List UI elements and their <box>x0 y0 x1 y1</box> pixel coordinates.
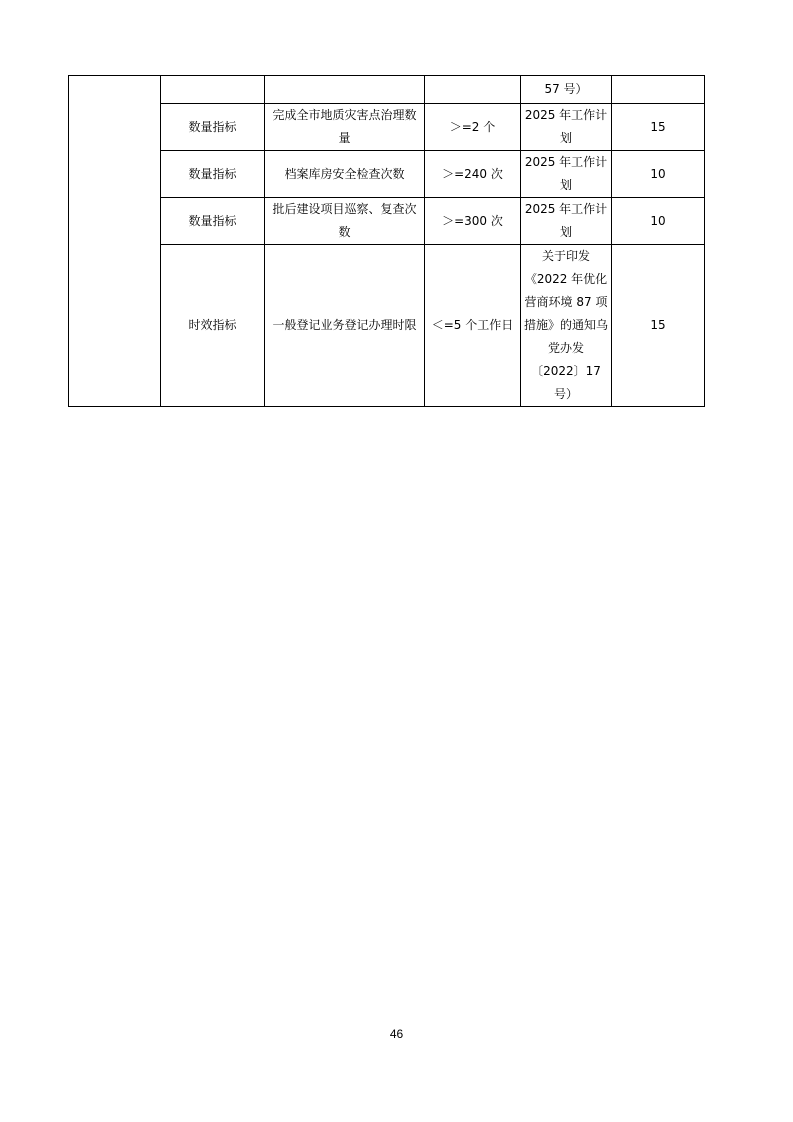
source-cell: 2025 年工作计划 <box>521 104 612 151</box>
indicator-cell: 一般登记业务登记办理时限 <box>265 245 425 407</box>
table-row <box>69 76 705 104</box>
score-cell: 10 <box>612 198 705 245</box>
table-row <box>69 198 705 245</box>
score-cell: 10 <box>612 151 705 198</box>
score-cell: 15 <box>612 104 705 151</box>
source-cell: 57 号） <box>521 76 612 104</box>
source-cell: 2025 年工作计划 <box>521 198 612 245</box>
category-cell: 时效指标 <box>161 245 265 407</box>
category-cell: 数量指标 <box>161 151 265 198</box>
table-row <box>69 104 705 151</box>
indicator-cell: 档案库房安全检查次数 <box>265 151 425 198</box>
indicator-cell: 完成全市地质灾害点治理数量 <box>265 104 425 151</box>
target-cell: ＞=240 次 <box>425 151 521 198</box>
score-cell <box>612 76 705 104</box>
target-cell: ＞=2 个 <box>425 104 521 151</box>
page-number: 46 <box>389 1027 404 1041</box>
performance-indicator-table <box>68 75 705 407</box>
category-cell: 数量指标 <box>161 198 265 245</box>
table-row <box>69 245 705 407</box>
indicator-cell: 批后建设项目巡察、复查次数 <box>265 198 425 245</box>
category-cell <box>161 76 265 104</box>
indicator-cell <box>265 76 425 104</box>
first-column-merged-cell <box>69 76 161 407</box>
score-cell: 15 <box>612 245 705 407</box>
source-cell: 2025 年工作计划 <box>521 151 612 198</box>
source-cell: 关于印发《2022 年优化营商环境 87 项措施》的通知乌党办发〔2022〕17 号） <box>521 245 612 407</box>
target-cell <box>425 76 521 104</box>
table-row <box>69 151 705 198</box>
category-cell: 数量指标 <box>161 104 265 151</box>
target-cell: ＜=5 个工作日 <box>425 245 521 407</box>
target-cell: ＞=300 次 <box>425 198 521 245</box>
